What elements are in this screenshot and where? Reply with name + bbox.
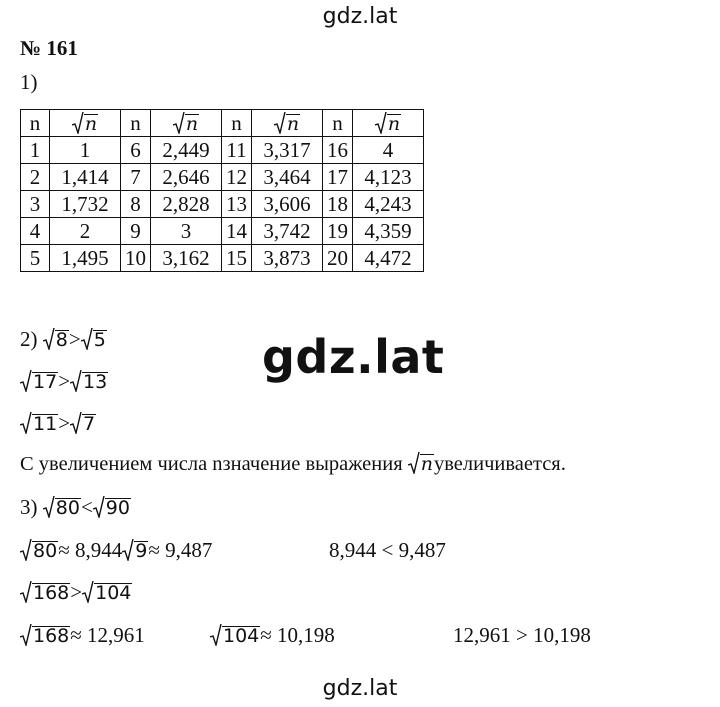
table-cell: 4	[21, 218, 50, 245]
header-sqrt-n: n	[151, 110, 222, 137]
table-cell: 4,243	[353, 191, 424, 218]
radical: 17	[20, 369, 58, 394]
table-cell: 17	[323, 164, 353, 191]
table-cell: 14	[222, 218, 252, 245]
table-cell: 3,317	[252, 137, 323, 164]
header-n: n	[323, 110, 353, 137]
part2-label: 2)	[20, 327, 38, 351]
part3-compare2: 12,961 > 10,198	[453, 623, 591, 647]
watermark-bottom: gdz.lat	[322, 676, 398, 701]
table-cell: 2,449	[151, 137, 222, 164]
table-cell: 1,414	[50, 164, 121, 191]
table-row	[21, 137, 424, 164]
table-cell: 3,873	[252, 245, 323, 272]
table-cell: 18	[323, 191, 353, 218]
table-cell: 10	[121, 245, 151, 272]
part2-line2: 17> 13	[20, 369, 108, 394]
table-cell: 5	[21, 245, 50, 272]
radical: 80	[43, 495, 81, 520]
part2-line1: 2) 8> 5	[20, 327, 106, 351]
table-cell: 16	[323, 137, 353, 164]
radical: 80	[20, 538, 58, 563]
table-cell: 19	[323, 218, 353, 245]
header-n: n	[121, 110, 151, 137]
table-cell: 4	[353, 137, 424, 164]
radical: 168	[20, 623, 70, 648]
table-cell: 1	[21, 137, 50, 164]
radical: 90	[93, 495, 131, 520]
header-n: n	[21, 110, 50, 137]
table-header-row	[21, 110, 424, 137]
part3-line4-b: 104≈ 10,198	[210, 623, 335, 648]
watermark-middle: gdz.lat	[262, 330, 445, 384]
table-cell: 7	[121, 164, 151, 191]
table-cell: 2,828	[151, 191, 222, 218]
table-cell: 12	[222, 164, 252, 191]
table-cell: 2,646	[151, 164, 222, 191]
table-cell: 3,606	[252, 191, 323, 218]
part3-line4: 168≈ 12,961	[20, 623, 145, 648]
radical: 9	[122, 538, 148, 563]
part3-compare1: 8,944 < 9,487	[329, 538, 446, 562]
table-cell: 4,472	[353, 245, 424, 272]
part3-line3: 168> 104	[20, 580, 132, 605]
table-cell: 6	[121, 137, 151, 164]
radical: 5	[81, 327, 107, 352]
table-cell: 3,464	[252, 164, 323, 191]
sqrt-table	[20, 109, 424, 272]
radical: 104	[82, 580, 132, 605]
table-cell: 8	[121, 191, 151, 218]
radical: 11	[20, 411, 58, 436]
table-cell: 11	[222, 137, 252, 164]
table-cell: 13	[222, 191, 252, 218]
table-cell: 2	[50, 218, 121, 245]
table-row	[21, 218, 424, 245]
table-row	[21, 191, 424, 218]
table-cell: 3,162	[151, 245, 222, 272]
table-cell: 3	[21, 191, 50, 218]
table-row	[21, 164, 424, 191]
part3-label: 3)	[20, 495, 38, 519]
radical: 168	[20, 580, 70, 605]
table-cell: 9	[121, 218, 151, 245]
radical: n	[408, 453, 434, 476]
table-cell: 4,123	[353, 164, 424, 191]
radical: 8	[43, 327, 69, 352]
table-cell: 3,742	[252, 218, 323, 245]
radical: 104	[210, 623, 260, 648]
radical: 7	[70, 411, 96, 436]
table-cell: 20	[323, 245, 353, 272]
table-cell: 3	[151, 218, 222, 245]
header-sqrt-n: n	[50, 110, 121, 137]
part1-label: 1)	[20, 70, 38, 94]
header-sqrt-n: n	[353, 110, 424, 137]
table-row	[21, 245, 424, 272]
table-cell: 1,495	[50, 245, 121, 272]
table-cell: 2	[21, 164, 50, 191]
header-sqrt-n: n	[252, 110, 323, 137]
table-cell: 15	[222, 245, 252, 272]
part3-line1: 3) 80< 90	[20, 495, 130, 519]
watermark-top: gdz.lat	[322, 4, 398, 29]
part3-line2: 80≈ 8,944 9≈ 9,487	[20, 538, 212, 563]
table-cell: 1,732	[50, 191, 121, 218]
radical: 13	[70, 369, 108, 394]
part2-conclusion: С увеличением числа nзначение выражения nувеличивается.	[20, 453, 566, 475]
table-cell: 1	[50, 137, 121, 164]
table-cell: 4,359	[353, 218, 424, 245]
header-n: n	[222, 110, 252, 137]
part2-line3: 11> 7	[20, 411, 96, 436]
exercise-number: № 161	[20, 36, 78, 60]
